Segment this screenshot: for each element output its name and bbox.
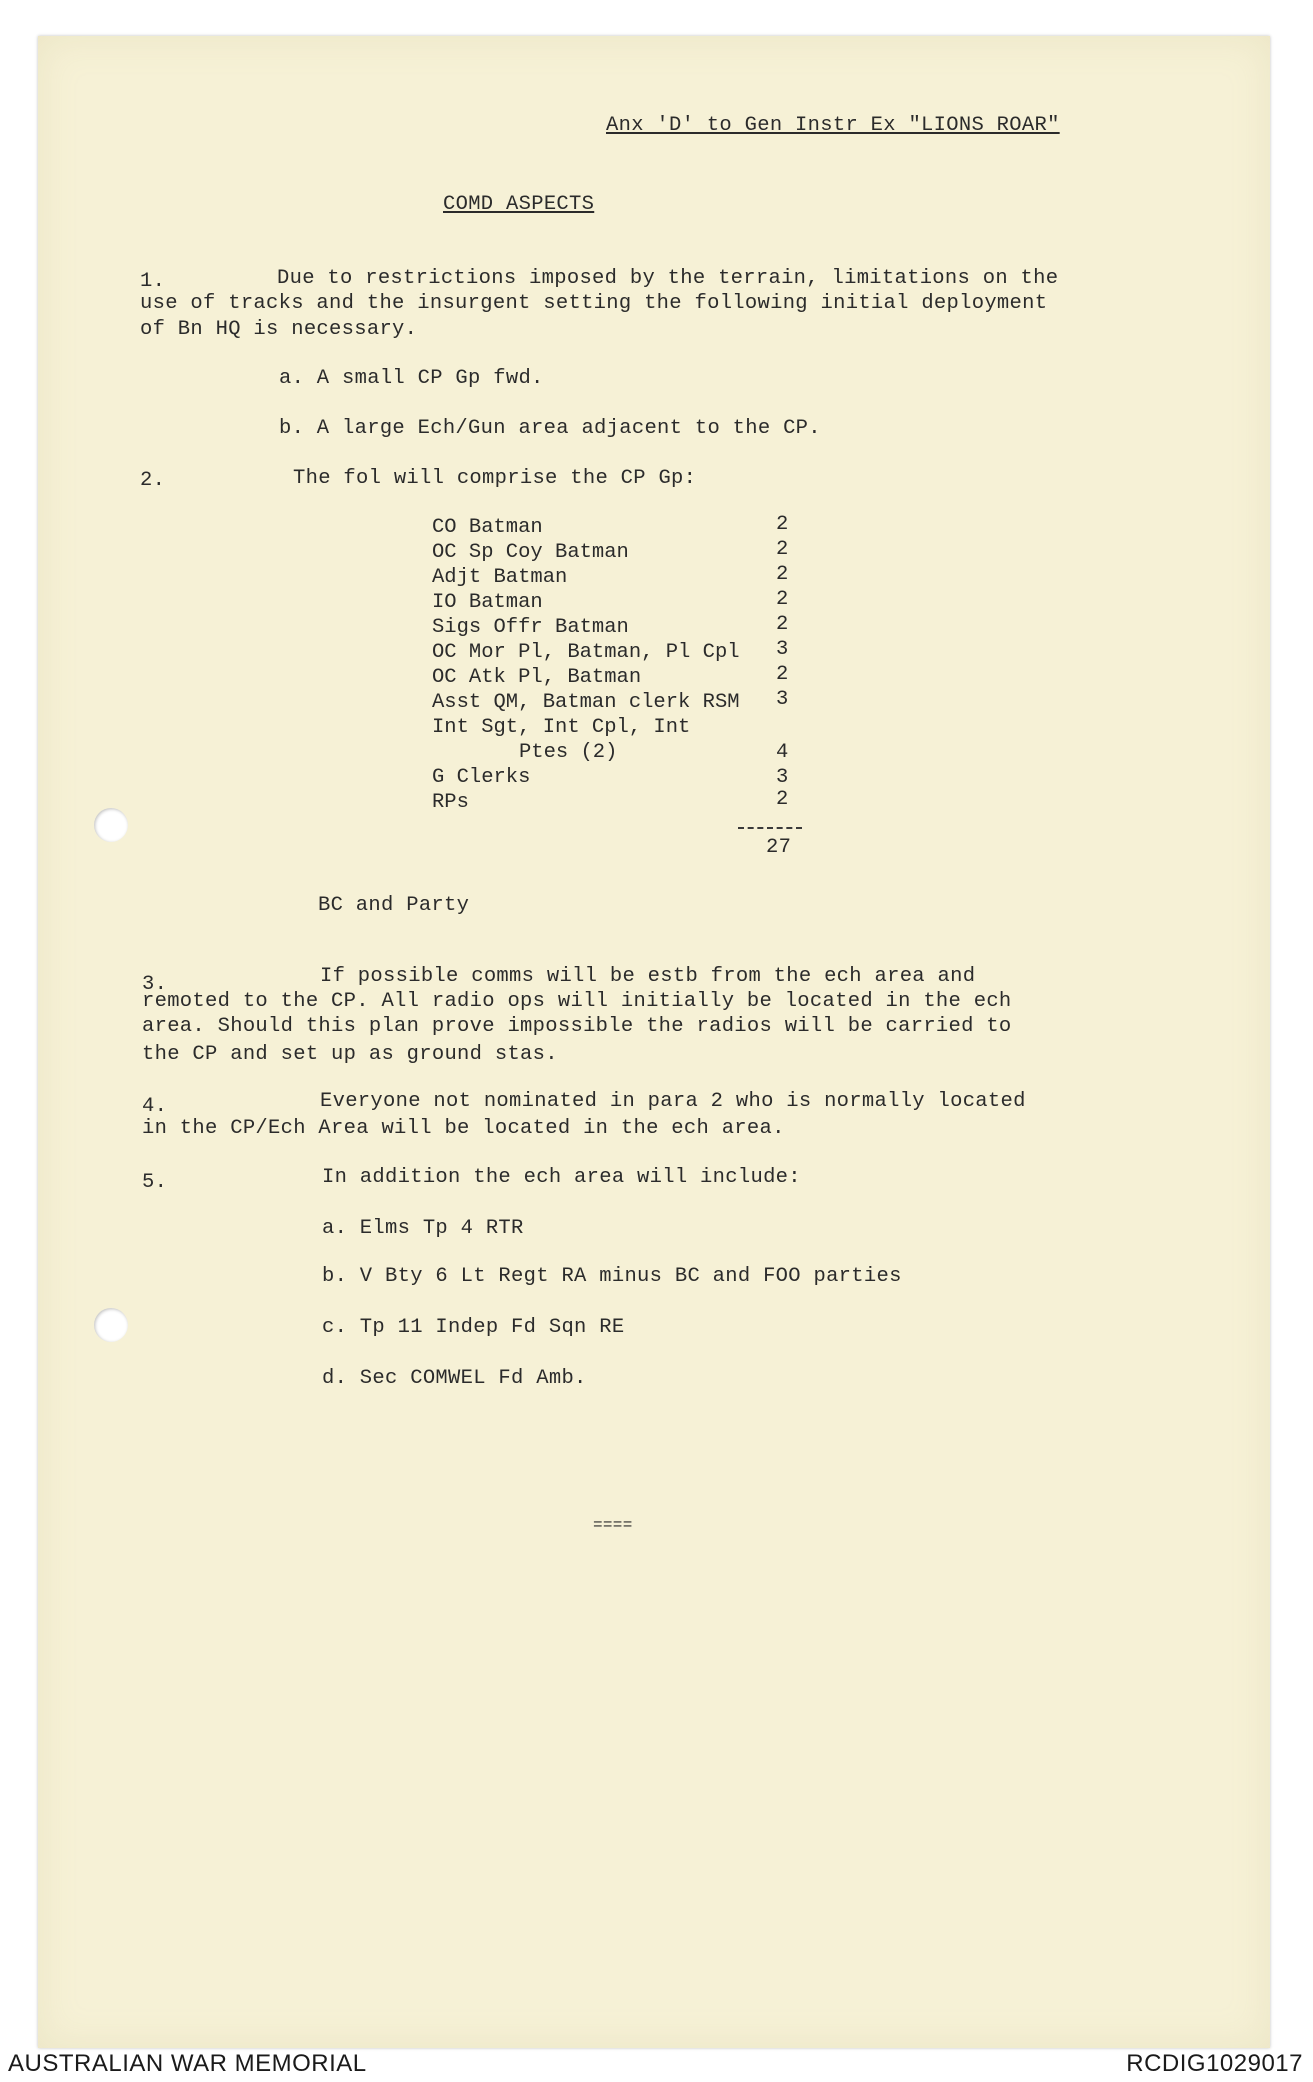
list-item-label: G Clerks (432, 766, 531, 789)
para-3-line: If possible comms will be estb from the ech area and (320, 965, 976, 988)
bc-party-line: BC and Party (318, 894, 470, 917)
para-1-line: Due to restrictions imposed by the terrain, limitations on the (277, 267, 1059, 290)
list-item-count: 3 (776, 766, 789, 789)
list-item-label: Sigs Offr Batman (432, 616, 629, 639)
para-5-item: a. Elms Tp 4 RTR (322, 1217, 524, 1240)
para-5-item: c. Tp 11 Indep Fd Sqn RE (322, 1316, 625, 1339)
para-5-intro: In addition the ech area will include: (322, 1166, 801, 1189)
punch-hole (94, 1308, 128, 1342)
para-5-item: b. V Bty 6 Lt Regt RA minus BC and FOO parties (322, 1265, 902, 1288)
list-item-count: 2 (776, 663, 789, 686)
para-5-item: d. Sec COMWEL Fd Amb. (322, 1367, 587, 1390)
para-1-line: of Bn HQ is necessary. (140, 318, 418, 341)
list-item-label: OC Atk Pl, Batman (432, 666, 642, 689)
para-2-number: 2. (140, 469, 166, 492)
list-item-count: 2 (776, 588, 789, 611)
punch-hole (94, 808, 128, 842)
list-item-count: 2 (776, 788, 789, 811)
end-mark: ==== (593, 1516, 633, 1534)
list-item-count: 4 (776, 741, 789, 764)
para-3-line: remoted to the CP. All radio ops will initially be located in the ech (142, 990, 1012, 1013)
para-1-item: a. A small CP Gp fwd. (279, 367, 544, 390)
list-item-count: 3 (776, 638, 789, 661)
footer-id: RCDIG1029017 (1126, 2050, 1303, 2077)
list-item-label: CO Batman (432, 516, 543, 539)
list-item-count: 3 (776, 688, 789, 711)
list-item-label: Ptes (2) (519, 741, 618, 764)
list-item-count: 2 (776, 613, 789, 636)
list-item-label: Int Sgt, Int Cpl, Int (432, 716, 691, 739)
list-item-count: 2 (776, 563, 789, 586)
list-item-label: OC Sp Coy Batman (432, 541, 629, 564)
para-3-line: the CP and set up as ground stas. (142, 1043, 558, 1066)
list-item-label: IO Batman (432, 591, 543, 614)
para-5-number: 5. (142, 1171, 168, 1194)
list-item-count: 2 (776, 513, 789, 536)
annex-heading: Anx 'D' to Gen Instr Ex "LIONS ROAR" (606, 114, 1060, 137)
list-item-label: OC Mor Pl, Batman, Pl Cpl (432, 641, 740, 664)
list-item-count: 2 (776, 538, 789, 561)
list-item-label: RPs (432, 791, 469, 814)
list-item-label: Asst QM, Batman clerk RSM (432, 691, 740, 714)
para-1-number: 1. (140, 270, 166, 293)
list-item-label: Adjt Batman (432, 566, 568, 589)
para-3-line: area. Should this plan prove impossible the radios will be carried to (142, 1015, 1012, 1038)
para-2-intro: The fol will comprise the CP Gp: (293, 467, 697, 490)
total-rule (738, 827, 802, 829)
para-1-line: use of tracks and the insurgent setting the following initial deployment (140, 292, 1048, 315)
footer-source: AUSTRALIAN WAR MEMORIAL (8, 2050, 367, 2077)
para-1-item: b. A large Ech/Gun area adjacent to the CP. (279, 417, 821, 440)
total-count: 27 (766, 836, 792, 859)
para-4-line: Everyone not nominated in para 2 who is normally located (320, 1090, 1026, 1113)
para-3-number: 3. (142, 973, 168, 996)
page-title: COMD ASPECTS (443, 193, 595, 216)
para-4-line: in the CP/Ech Area will be located in the ech area. (142, 1117, 785, 1140)
para-4-number: 4. (142, 1095, 168, 1118)
